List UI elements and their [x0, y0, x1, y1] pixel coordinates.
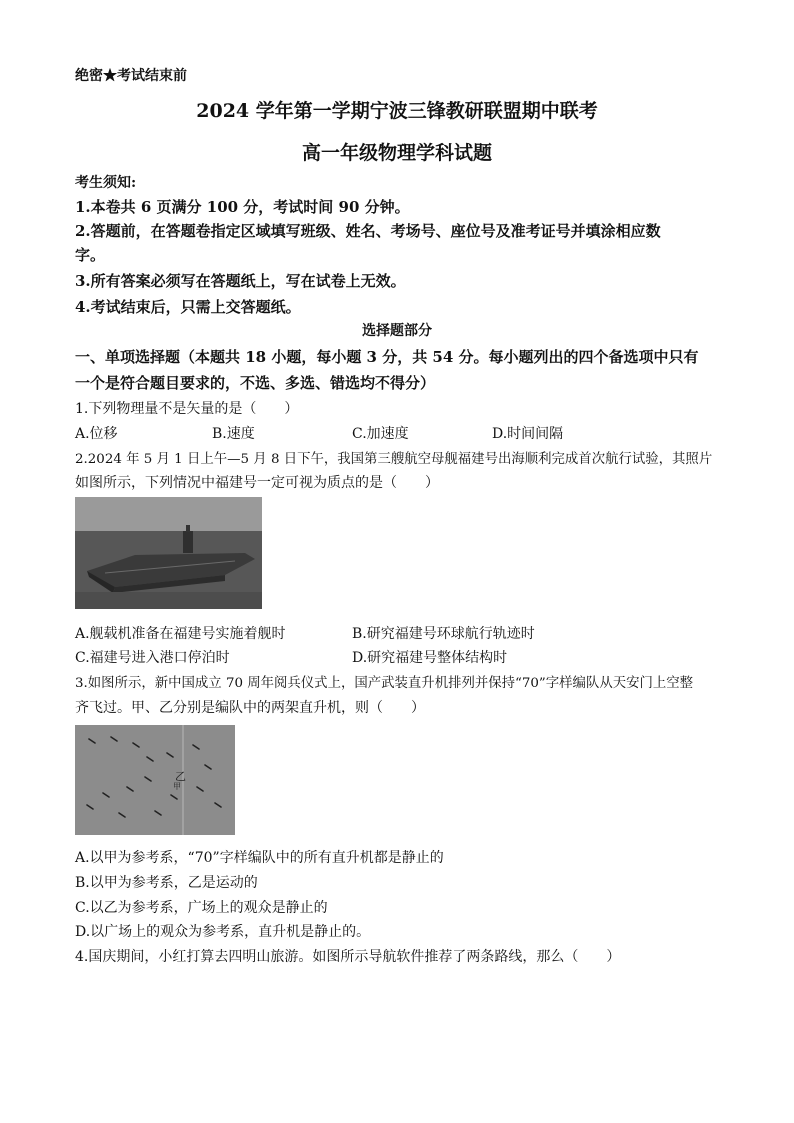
section-instruction: 一、单项选择题（本题共 18 小题，每小题 3 分，共 54 分。每小题列出的四个备选项中只有: [75, 348, 699, 366]
notice-heading: 考生须知:: [75, 175, 137, 191]
notice-item: 字。: [75, 246, 106, 264]
q1-option-b: B.速度: [212, 426, 255, 442]
notice-item: 2.答题前，在答题卷指定区域填写班级、姓名、考场号、座位号及准考证号并填涂相应数: [75, 222, 661, 240]
notice-item: 1.本卷共 6 页满分 100 分，考试时间 90 分钟。: [75, 198, 410, 216]
q2-option-d: D.研究福建号整体结构时: [352, 650, 508, 666]
notice-item: 3.所有答案必须写在答题纸上，写在试卷上无效。: [75, 272, 406, 290]
exam-title: 2024 学年第一学期宁波三锋教研联盟期中联考: [196, 100, 598, 122]
question-3-stem: 3.如图所示，新中国成立 70 周年阅兵仪式上，国产武装直升机排列并保持“70”字样编队从天安门上空整: [75, 676, 694, 691]
q3-option-b: B.以甲为参考系，乙是运动的: [75, 875, 258, 891]
q2-option-a: A.舰载机准备在福建号实施着舰时: [75, 626, 286, 642]
label-yi: 乙: [175, 770, 186, 783]
helicopter-formation-photo: [75, 725, 235, 835]
notice-item: 4.考试结束后，只需上交答题纸。: [75, 298, 301, 316]
label-jia: 甲: [173, 782, 181, 791]
q3-option-d: D.以广场上的观众为参考系，直升机是静止的。: [75, 924, 371, 940]
q1-option-c: C.加速度: [352, 426, 409, 442]
aircraft-carrier-photo: [75, 497, 262, 609]
question-2-stem: 2.2024 年 5 月 1 日上午—5 月 8 日下午，我国第三艘航空母舰福建号出海顺利完成首次航行试验，其照片: [75, 452, 713, 467]
section-title: 选择题部分: [362, 323, 432, 339]
q3-option-a: A.以甲为参考系，“70”字样编队中的所有直升机都是静止的: [75, 850, 444, 866]
question-2-stem: 如图所示，下列情况中福建号一定可视为质点的是（ ）: [75, 475, 439, 491]
exam-subtitle: 高一年级物理学科试题: [301, 142, 492, 164]
q2-option-c: C.福建号进入港口停泊时: [75, 650, 230, 666]
question-3-stem: 齐飞过。甲、乙分别是编队中的两架直升机，则（ ）: [75, 700, 425, 716]
question-4-stem: 4.国庆期间，小红打算去四明山旅游。如图所示导航软件推荐了两条路线，那么（ ）: [75, 949, 621, 965]
secret-label: 绝密★考试结束前: [75, 68, 187, 84]
section-instruction: 一个是符合题目要求的，不选、多选、错选均不得分）: [75, 374, 436, 392]
q2-option-b: B.研究福建号环球航行轨迹时: [352, 626, 535, 642]
question-1-stem: 1.下列物理量不是矢量的是（ ）: [75, 401, 299, 417]
q3-option-c: C.以乙为参考系，广场上的观众是静止的: [75, 900, 328, 916]
carrier-illustration: [75, 497, 262, 609]
helicopter-illustration: [75, 725, 235, 835]
q1-option-a: A.位移: [75, 426, 118, 442]
q1-option-d: D.时间间隔: [492, 426, 564, 442]
